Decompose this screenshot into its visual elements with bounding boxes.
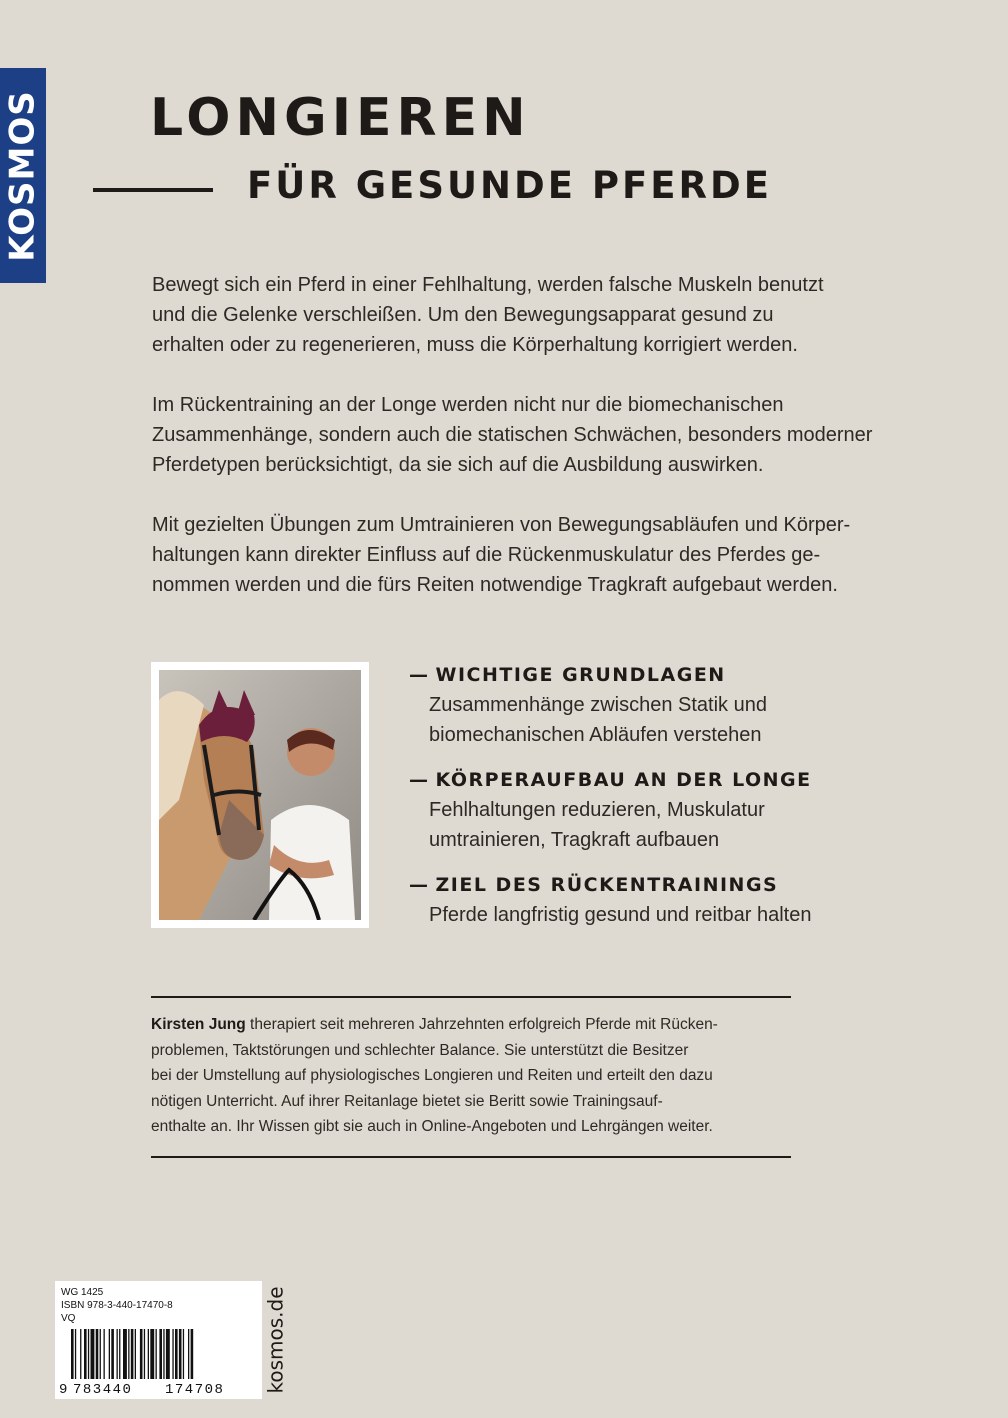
feature-line: Fehlhaltungen reduzieren, Muskulatur [429, 799, 765, 821]
barcode-bar [75, 1329, 76, 1379]
feature-description [409, 900, 929, 930]
book-title-line1: LONGIEREN [150, 88, 531, 148]
bio-divider-top [151, 996, 791, 998]
bio-divider-bottom [151, 1156, 791, 1158]
feature-list [409, 660, 929, 945]
kosmos-logo-tab [0, 68, 46, 283]
barcode-bar [131, 1329, 134, 1379]
title-rule [93, 188, 213, 192]
feature-line: biomechanischen Abläufen verstehen [429, 724, 762, 746]
bio-line: bei der Umstellung auf physiologisches Longieren und Reiten und erteilt den dazu [151, 1067, 713, 1084]
feature-line: Zusammenhänge zwischen Statik und [429, 694, 767, 716]
barcode-bar [188, 1329, 189, 1379]
feature-dash: — [409, 664, 430, 686]
feature-heading-text: ZIEL DES RÜCKENTRAININGS [435, 874, 779, 896]
barcode-bar [109, 1329, 110, 1379]
feature-heading [409, 765, 929, 795]
intro-text [152, 270, 932, 630]
barcode-digits-left: 783440 [73, 1382, 133, 1398]
barcode-bar [150, 1329, 154, 1379]
barcode-bar [80, 1329, 81, 1379]
publisher-website-text: kosmos.de [264, 1286, 288, 1394]
barcode-bar [159, 1329, 162, 1379]
intro-line: Pferdetypen berücksichtigt, da sie sich auf die Ausbildung auswirken. [152, 454, 764, 476]
barcode-code: VQ [61, 1313, 76, 1324]
book-title-line2: FÜR GESUNDE PFERDE [247, 164, 773, 207]
intro-line: Mit gezielten Übungen zum Umtrainieren von Bewegungsabläufen und Körper- [152, 514, 851, 536]
barcode-graphic [55, 1281, 262, 1399]
barcode-bar [183, 1329, 184, 1379]
barcode-bar [128, 1329, 129, 1379]
barcode-bar [148, 1329, 149, 1379]
feature-dash: — [409, 874, 430, 896]
barcode-bar [84, 1329, 87, 1379]
barcode-bar [135, 1329, 136, 1379]
intro-paragraph-3 [152, 510, 932, 600]
intro-paragraph-1 [152, 270, 932, 360]
feature-item [409, 660, 929, 750]
feature-dash: — [409, 769, 430, 791]
barcode-bar [166, 1329, 170, 1379]
author-with-horse-image [159, 670, 361, 920]
intro-line: erhalten oder zu regenerieren, muss die Körperhaltung korrigiert werden. [152, 334, 798, 356]
intro-line: nommen werden und die fürs Reiten notwendige Tragkraft aufgebaut werden. [152, 574, 838, 596]
author-photo [151, 662, 369, 928]
barcode-bar [163, 1329, 164, 1379]
feature-heading [409, 660, 929, 690]
barcode-bar [96, 1329, 99, 1379]
barcode-bar [140, 1329, 143, 1379]
barcode-wg: WG 1425 [61, 1287, 104, 1298]
barcode-bar [179, 1329, 182, 1379]
bio-line: problemen, Taktstörungen und schlechter Balance. Sie unterstützt die Besitzer [151, 1041, 689, 1059]
bio-line: nötigen Unterricht. Auf ihrer Reitanlage bietet sie Beritt sowie Trainingsauf- [151, 1092, 663, 1110]
barcode-bar [91, 1329, 95, 1379]
feature-heading-text: KÖRPERAUFBAU AN DER LONGE [435, 769, 812, 791]
feature-item [409, 765, 929, 855]
bio-first-line-text: therapiert seit mehreren Jahrzehnten erfolgreich Pferde mit Rücken- [245, 1016, 718, 1033]
barcode-bar [117, 1329, 118, 1379]
intro-line: Zusammenhänge, sondern auch die statischen Schwächen, besonders moderner [152, 424, 873, 446]
isbn-barcode-box [55, 1281, 262, 1399]
barcode-bar [144, 1329, 145, 1379]
barcode-bar [104, 1329, 105, 1379]
feature-line: umtrainieren, Tragkraft aufbauen [429, 829, 720, 851]
feature-description [409, 690, 929, 750]
author-name: Kirsten Jung [151, 1016, 246, 1033]
barcode-bar [100, 1329, 101, 1379]
barcode-isbn: ISBN 978-3-440-17470-8 [61, 1300, 173, 1311]
intro-line: und die Gelenke verschleißen. Um den Bewegungsapparat gesund zu [152, 304, 774, 326]
barcode-bar [191, 1329, 194, 1379]
barcode-bar [71, 1329, 74, 1379]
feature-heading-text: WICHTIGE GRUNDLAGEN [435, 664, 726, 686]
author-bio [151, 1012, 801, 1140]
feature-heading [409, 870, 929, 900]
barcode-digit-first: 9 [59, 1382, 68, 1398]
bio-line: enthalte an. Ihr Wissen gibt sie auch in Online-Angeboten und Lehrgängen weiter. [151, 1118, 713, 1135]
intro-line: haltungen kann direkter Einfluss auf die Rückenmuskulatur des Pferdes ge- [152, 544, 821, 566]
intro-paragraph-2 [152, 390, 932, 480]
barcode-bar [156, 1329, 157, 1379]
bio-line [151, 1012, 801, 1038]
intro-line: Bewegt sich ein Pferd in einer Fehlhaltung, werden falsche Muskeln benutzt [152, 274, 824, 296]
feature-item [409, 870, 929, 930]
barcode-digits-right: 174708 [165, 1382, 225, 1398]
barcode-bar [123, 1329, 127, 1379]
kosmos-logo-text: KOSMOS [3, 89, 43, 262]
feature-line: Pferde langfristig gesund und reitbar halten [429, 904, 812, 926]
barcode-bar [88, 1329, 89, 1379]
barcode-bar [111, 1329, 114, 1379]
barcode-bar [175, 1329, 178, 1379]
barcode-bar [172, 1329, 173, 1379]
feature-description [409, 795, 929, 855]
publisher-website [262, 1281, 290, 1399]
intro-line: Im Rückentraining an der Longe werden nicht nur die biomechanischen [152, 394, 784, 416]
barcode-bar [119, 1329, 120, 1379]
